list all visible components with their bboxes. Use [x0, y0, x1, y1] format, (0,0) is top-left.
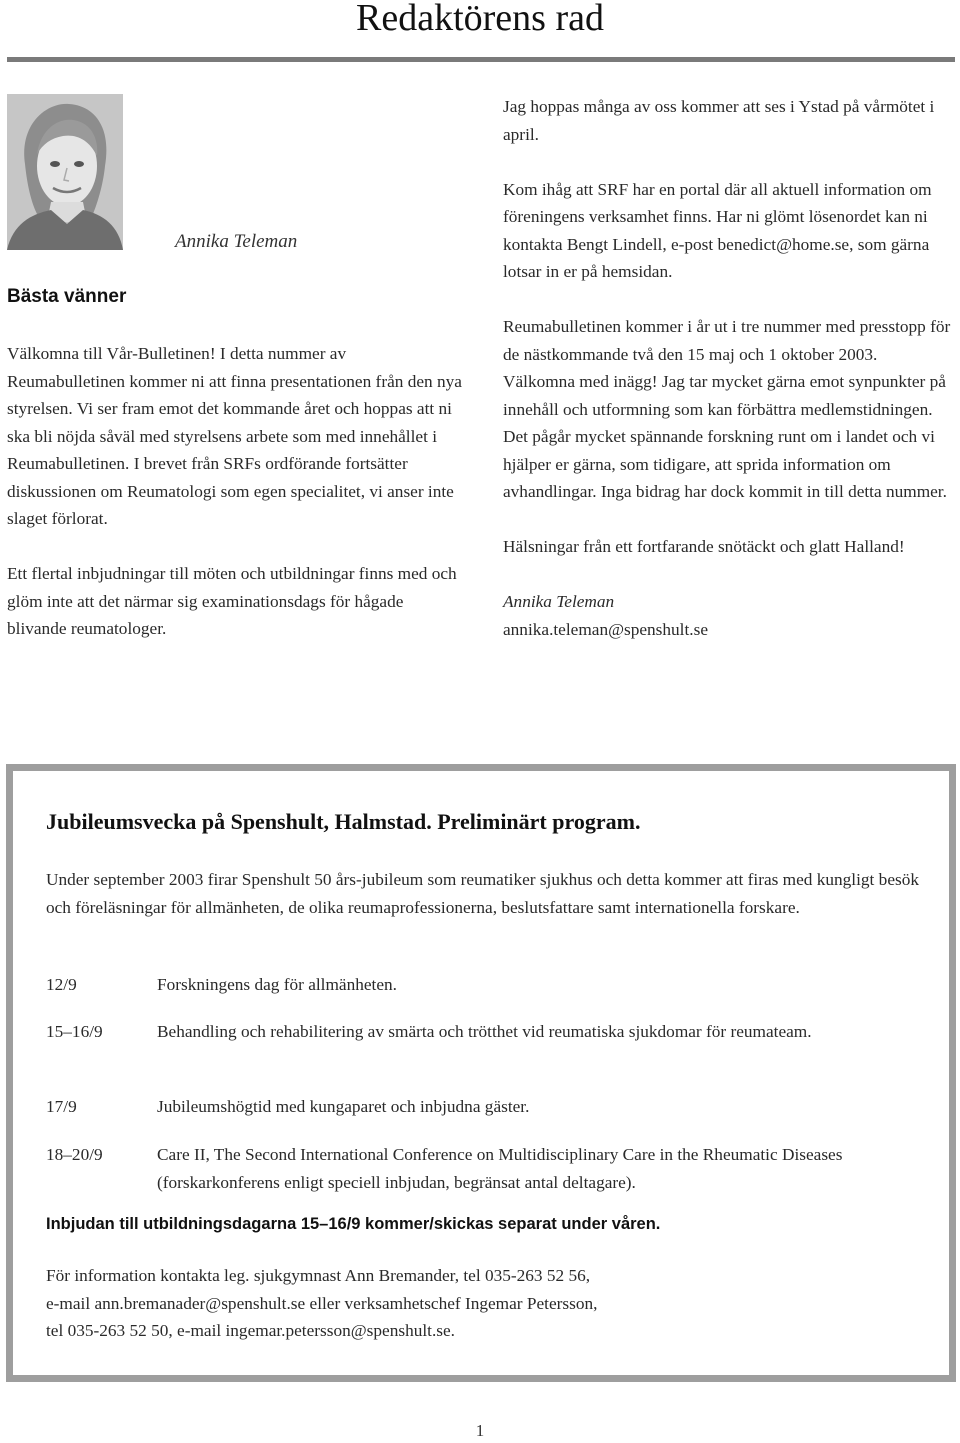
program-item	[46, 971, 926, 999]
editor-signature: Annika Teleman	[175, 231, 298, 252]
right-column	[503, 93, 953, 643]
page-title: Redaktörens rad	[356, 0, 604, 39]
paragraph: Kom ihåg att SRF har en portal där all aktuell information om föreningens verksamhet finns. Har ni glömt lösenordet kan ni kontakta Bengt Lindell, e-post benedict@home.se, som gärna lotsar in er på hemsidan.	[503, 179, 932, 281]
left-column	[7, 340, 465, 643]
signature-name: Annika Teleman	[503, 592, 615, 611]
program-description: Behandling och rehabilitering av smärta och trötthet vid reumatiska sjukdomar för reumateam.	[157, 1022, 812, 1041]
program-box	[6, 764, 956, 1382]
program-intro: Under september 2003 firar Spenshult 50 års-jubileum som reumatiker sjukhus och detta kommer att firas med kungligt besök och föreläsningar för allmänheten, de olika reumaprofessionerna, beslutsfattare samt internationella forskare.	[46, 870, 919, 917]
program-date: 18–20/9	[46, 1145, 103, 1164]
paragraph: Jag hoppas många av oss kommer att ses i Ystad på vårmötet i april.	[503, 97, 935, 144]
paragraph: Hälsningar från ett fortfarande snötäckt och glatt Halland!	[503, 537, 905, 556]
contact-line: För information kontakta leg. sjukgymnast Ann Bremander, tel 035-263 52 56,	[46, 1266, 591, 1285]
program-date: 15–16/9	[46, 1022, 103, 1041]
contact-info	[46, 1262, 926, 1345]
program-description: Care II, The Second International Conference on Multidisciplinary Care in the Rheumatic Diseases (forskarkonferens enligt speciell inbjudan, begränsat antal deltagare).	[157, 1145, 843, 1192]
editor-photo	[7, 94, 123, 250]
program-item	[46, 1018, 926, 1046]
program-title: Jubileumsvecka på Spenshult, Halmstad. Preliminärt program.	[46, 809, 641, 834]
closing-signature	[503, 588, 953, 643]
paragraph: Välkomna till Vår-Bulletinen! I detta nummer av Reumabulletinen kommer ni att finna presentationen från den nya styrelsen. Vi ser fram emot det kommande året och hoppas att ni ska bli nöjda såväl med styrelsens arbete som med innehållet i Reumabulletinen. I brevet från SRFs ordförande fortsätter diskussionen om Reumatologi som egen specialitet, vi anser inte slaget förlorat.	[7, 344, 462, 528]
program-date: 12/9	[46, 975, 77, 994]
paragraph: Reumabulletinen kommer i år ut i tre nummer med presstopp för de nästkommande två den 15 maj och 1 oktober 2003. Välkomna med inägg! Jag tar mycket gärna emot synpunkter på innehåll och utformning som kan förbättra medlemstidningen. Det pågår mycket spännande forskning runt om i landet och vi hjälper er gärna, som tidigare, att sprida information om avhandlingar. Inga bidrag har dock kommit in till detta nummer.	[503, 317, 951, 501]
contact-line: tel 035-263 52 50, e-mail ingemar.petersson@spenshult.se.	[46, 1321, 455, 1340]
program-description: Jubileumshögtid med kungaparet och inbjudna gäster.	[157, 1097, 530, 1116]
contact-line: e-mail ann.bremanader@spenshult.se eller verksamhetschef Ingemar Petersson,	[46, 1293, 598, 1313]
greeting-heading: Bästa vänner	[7, 286, 127, 307]
program-description: Forskningens dag för allmänheten.	[157, 975, 397, 994]
program-item	[46, 1093, 926, 1121]
signature-email: annika.teleman@spenshult.se	[503, 619, 708, 639]
page-number: 1	[475, 1421, 485, 1440]
program-item	[46, 1141, 926, 1196]
title-divider	[7, 57, 955, 62]
invitation-note: Inbjudan till utbildningsdagarna 15–16/9 kommer/skickas separat under våren.	[46, 1215, 661, 1233]
program-date: 17/9	[46, 1097, 77, 1116]
paragraph: Ett flertal inbjudningar till möten och utbildningar finns med och glöm inte att det närmar sig examinationsdags för hågade blivande reumatologer.	[7, 564, 457, 638]
